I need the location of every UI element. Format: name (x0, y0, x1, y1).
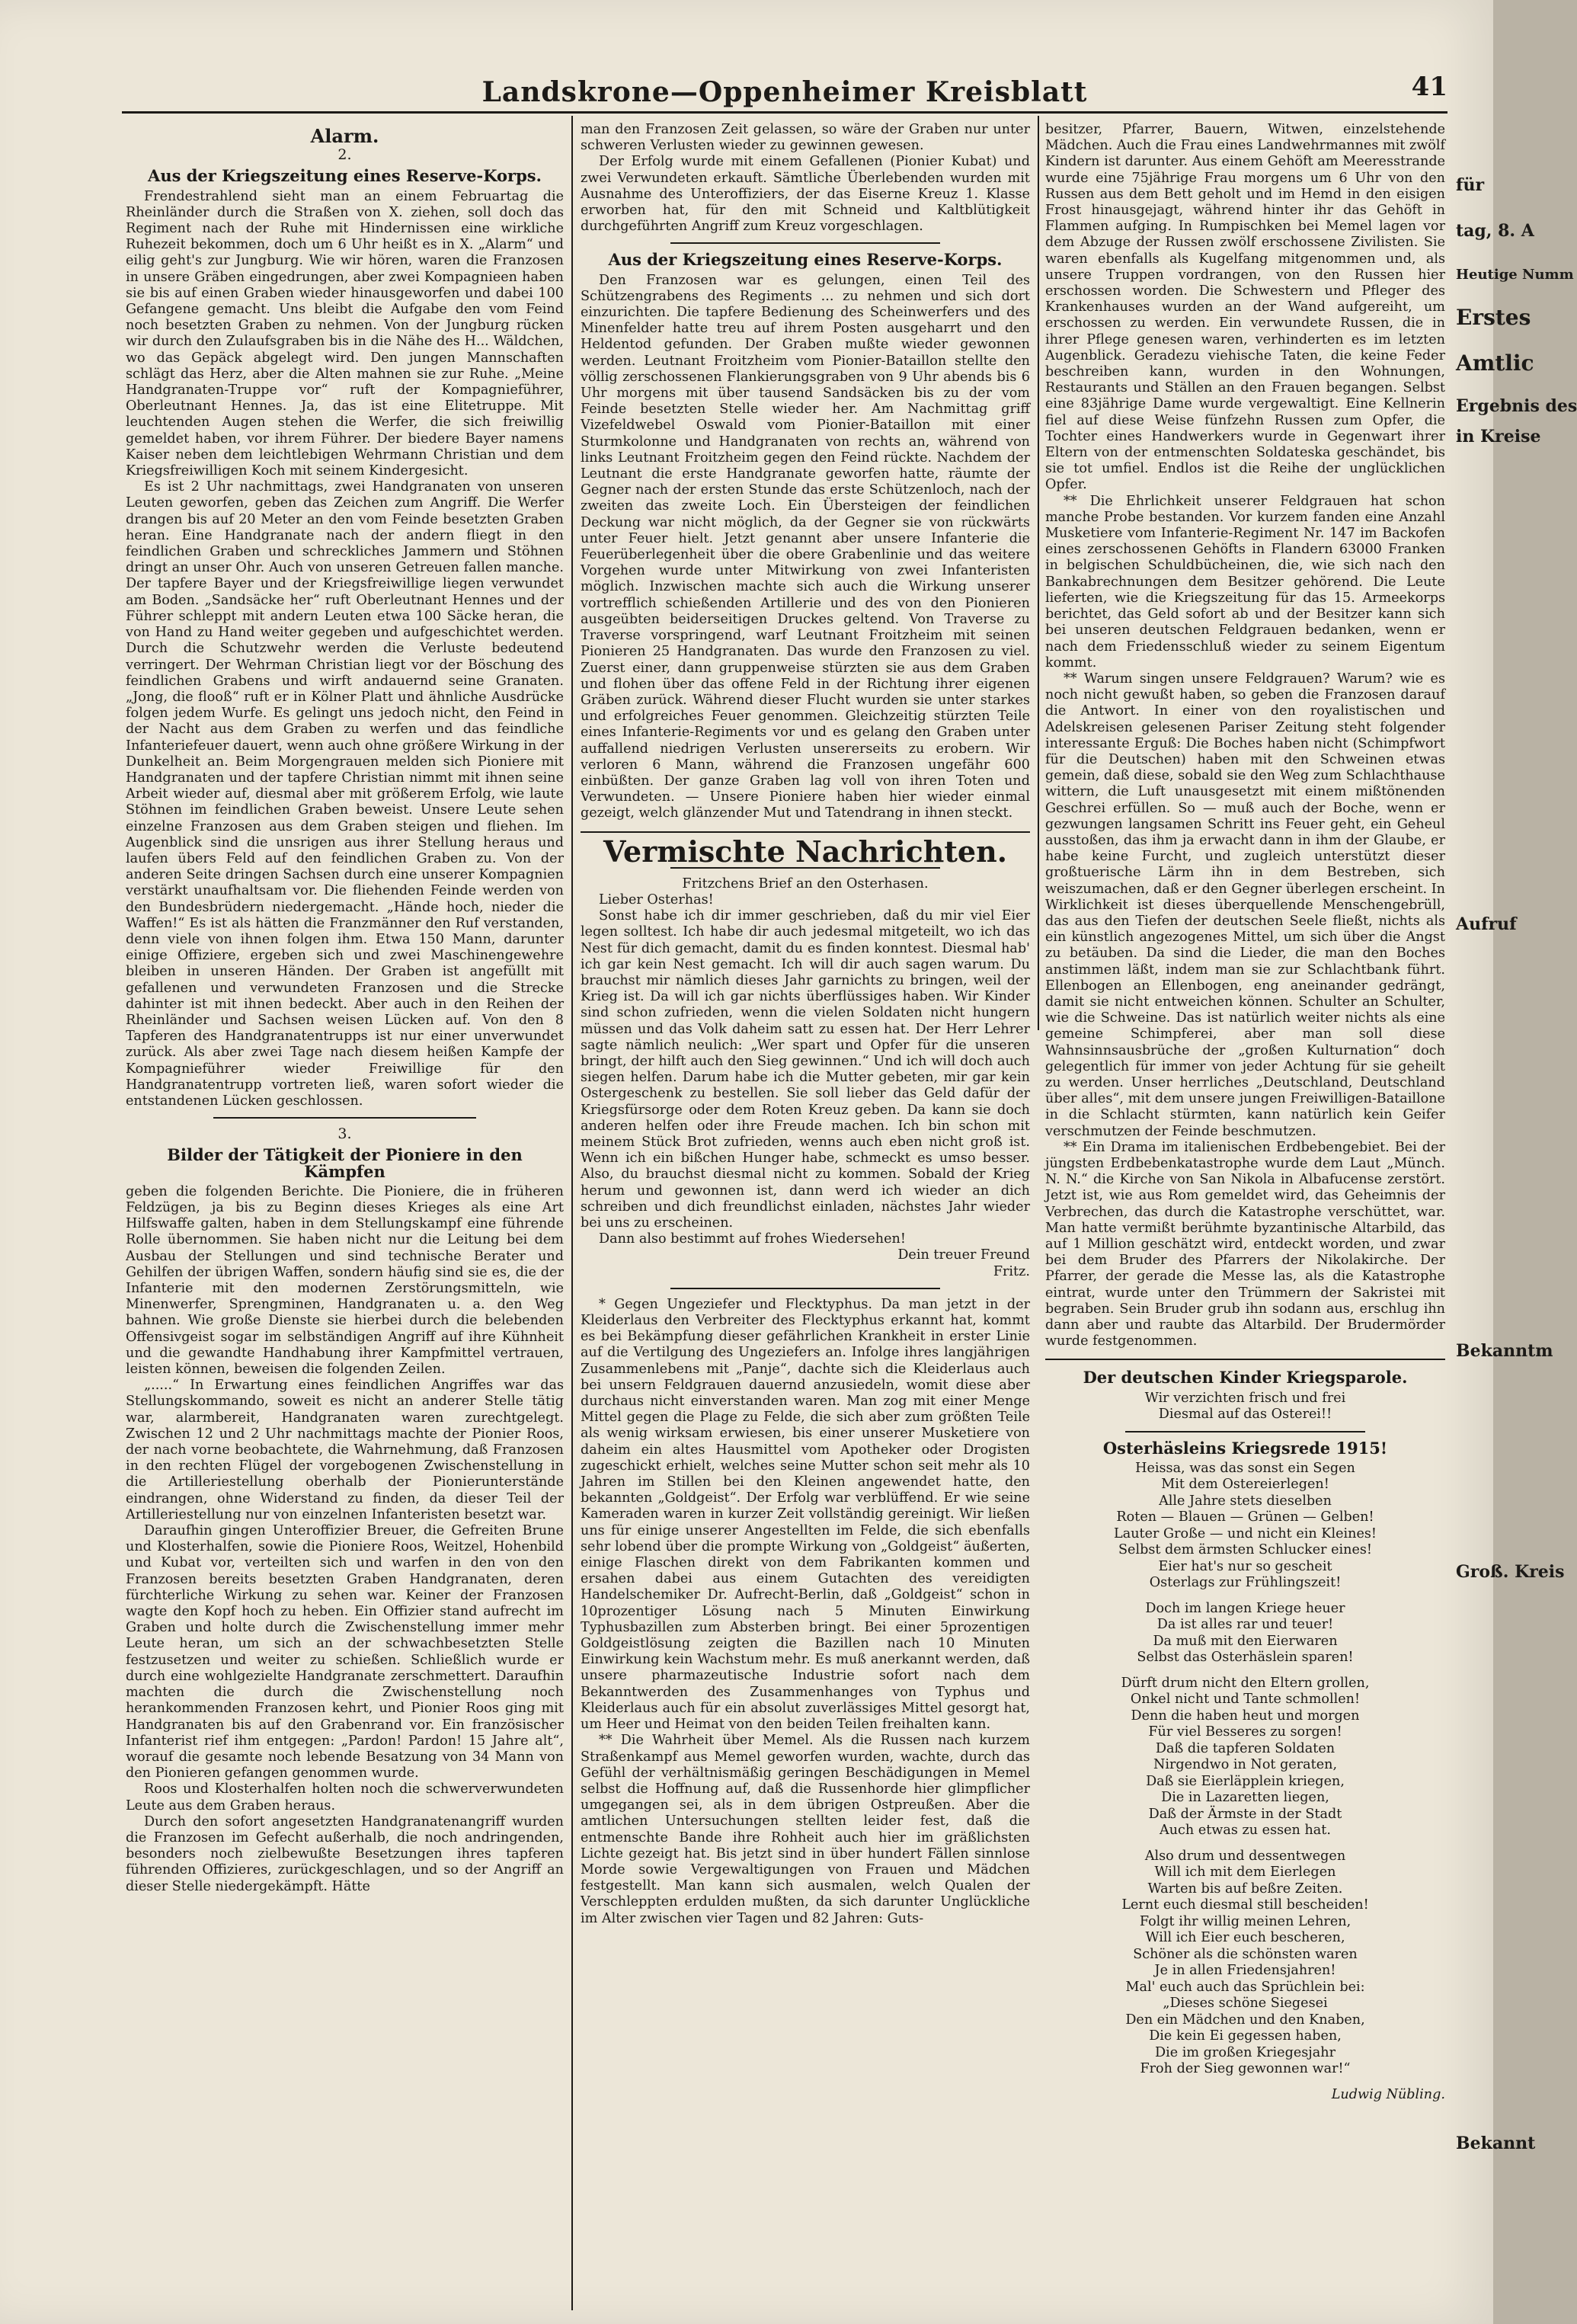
separator (670, 1288, 940, 1289)
poem-line: Daß der Ärmste in der Stadt (1148, 1806, 1342, 1822)
strip-text: Erstes (1456, 305, 1531, 330)
poem-line: Osterlags zur Frühlingszeit! (1149, 1575, 1342, 1591)
poem-stanza (1045, 1601, 1445, 1666)
slogan (1045, 1391, 1445, 1423)
poem-line: Will ich mit dem Eierlegen (1154, 1865, 1336, 1881)
poem-line: Alle Jahre stets dieselben (1159, 1493, 1332, 1509)
poem-line: Mal' euch auch das Sprüchlein bei: (1125, 1979, 1365, 1995)
poem (1045, 1461, 1445, 2104)
notice: ** Warum singen unsere Feldgrauen? Warum? wie es noch nicht gewußt haben, so geben die Franzosen darauf die Antwort. In einer von den royalistischen und Adelskreisen gelesenen Pariser Zeitung steht folgender interessante Erguß: Die Boches haben nicht (Schimpfwort für die Deutschen) haben mit den Schweinen etwas gemein, daß diese, sobald sie den Weg zum Schlachthause wittern, die Luft unausgesetzt mit einem mißtönenden Geschrei erfüllen. So — muß auch der Boche, wenn er gezwungen langsamen Schritt ins Feuer geht, ein Geheul ausstoßen, das ihm ja erwacht dann in ihm der Glaube, er habe keine Furcht, und zugleich unterstützt dieser großtuerische Lärm ihn in dem Bestreben, sich weiszumachen, daß er den Gegner überlegen erscheint. In Wirklichkeit ist dieses überquellende Menschengebrüll, das aus den Tiefen der deutschen Seele fließt, nichts als ein künstlich angezogenes Mittel, um sich über die Angst zu betäuben. Da sind die Lieder, die man den Boches anstimmen läßt, indem man sie zur Schlachtbank führt. Ellenbogen an Ellenbogen, eng aneinander gedrängt, damit sie nicht entweichen können. Schulter an Schulter, wie die Schweine. Das ist natürlich weiter nichts als eine gemeine Schimpferei, aber man soll diese Wahnsinnsausbrüche der „großen Kulturnation“ doch gelegentlich für immer von jeder Achtung für sie geheilt zu werden. Unser herrliches „Deutschland, Deutschland über alles“, mit dem unsere jungen Freiwilligen-Bataillone in die Schlacht stürmten, kann natürlich kein Geifer verschmutzen der Feinde beschmutzen. (1045, 671, 1445, 1139)
article-subheading: Der deutschen Kinder Kriegsparole. (1083, 1368, 1408, 1388)
poem-line: Da ist alles rar und teuer! (1156, 1617, 1334, 1633)
paragraph: Den Franzosen war es gelungen, einen Teil des Schützengrabens des Regiments ... zu nehmen und sich dort einzurichten. Die tapfere Bedienung des Scheinwerfers und des Minenfelder hatte treu auf ihrem Posten ausgeharrt und den Heldentod gefunden. Der Graben mußte wieder gewonnen werden. Leutnant Froitzheim vom Pionier-Bataillon stellte den völlig zerschossenen Flankierungsgraben von 9 Uhr abends bis 6 Uhr morgens mit über tausend Sandsäcken bis zu der vom Feinde besetzten Stelle wieder her. Am Nachmittag griff Vizefeldwebel Oswald vom Pionier-Bataillon mit einer Sturmkolonne und Handgranaten von rechts an, während von links Leutnant Froitzheim gegen den Feind rückte. Nachdem der Leutnant die erste Handgranate geworfen hatte, räumte der Gegner nach der ersten Stunde das erste Schützenloch, nach der zweiten das zweite Loch. Ein Übersteigen der feindlichen Deckung war nicht möglich, da der Gegner sie von rückwärts unter Feuer hielt. Jetzt genannt aber unsere Infanterie die Feuerüberlegenheit über die obere Grabenlinie und das weitere Vorgehen wurde unter Mitwirkung von zwei Infanteristen möglich. Inzwischen machte sich auch die Wirkung unserer vortrefflich schießenden Artillerie und des von den Pionieren ausgeübten beiderseitigen Druckes geltend. Von Traverse zu Traverse vorspringend, warf Leutnant Froitzheim mit seinen Pionieren 25 Handgranaten. Das wurde den Franzosen zu viel. Zuerst einer, dann gruppenweise stürzten sie aus dem Graben und flohen über das offene Feld in der Richtung ihrer eigenen Gräben zurück. Während dieser Flucht wurden sie unter starkes und erfolgreiches Feuer genommen. Gleichzeitig stürzten Teile eines Infanterie-Regiments vor und es gelang den Graben unter auffallend niedrigen Verlusten unsererseits zu erobern. Wir verloren 6 Mann, während die Franzosen ungefähr 600 einbüßten. Der ganze Graben lag voll von ihren Toten und Verwundeten. — Unsere Pioniere haben hier wieder einmal gezeigt, welch glänzender Mut und Tatendrang in ihnen steckt. (581, 272, 1030, 821)
strip-text: in Kreise (1456, 427, 1541, 447)
poem-line: Je in allen Friedensjahren! (1154, 1963, 1336, 1979)
separator (670, 242, 940, 244)
poem-line: Heissa, was das sonst ein Segen (1135, 1460, 1355, 1476)
paragraph: Durch den sofort angesetzten Handgranatenangriff wurden die Franzosen im Gefecht außerhalb, die noch andringenden, besonders noch zielbewußte Besetzungen ihres tapferen führenden Offizieres, zurückgeschlagen, und so der Angriff an dieser Stelle niedergekämpft. Hätte (126, 1813, 564, 1894)
column-3 (1045, 122, 1445, 2103)
letter-closing: Dann also bestimmt auf frohes Wiedersehen! (599, 1231, 906, 1247)
poem-line: Die kein Ei gegessen haben, (1149, 2028, 1342, 2044)
poem-line: Roten — Blauen — Grünen — Gelben! (1116, 1509, 1374, 1525)
strip-text: Heutige Numm (1456, 267, 1574, 283)
letter-title: Fritzchens Brief an den Osterhasen. (682, 876, 929, 892)
poem-stanza (1045, 1676, 1445, 1839)
paragraph: Daraufhin gingen Unteroffizier Breuer, die Gefreiten Brune und Klosterhalfen, sowie die Pioniere Roos, Weitzel, Hohenbild und Kubat vor, verteilten sich und warfen in den von den Franzosen bereits besetzten Graben Handgranaten, deren fürchterliche Wirkung zu sehen war. Keiner der Franzosen wagte den Kopf hoch zu heben. Ein Offizier stand aufrecht im Graben und holte durch die Zwischenstellung immer mehr Leute heran, um sich an der schwachbesetzten Stelle festzusetzen und weiter zu schießen. Schließlich wurde er durch eine wohlgezielte Handgranate zerschmettert. Daraufhin machten die durch die Zwischenstellung noch herankommenden Franzosen kehrt, und Pionier Roos ging mit Handgranaten bis auf den Grabenrand vor. Ein französischer Infanterist rief ihm entgegen: „Pardon! Pardon! 15 Jahre alt“, worauf die gesamte noch lebende Besatzung von 34 Mann von den Pionieren gefangen genommen wurde. (126, 1523, 564, 1781)
paragraph: Roos und Klosterhalfen holten noch die schwerverwundeten Leute aus dem Graben heraus. (126, 1781, 564, 1813)
strip-text: Bekannt (1456, 2134, 1536, 2153)
separator (1125, 1431, 1365, 1432)
section-number: 2. (337, 146, 352, 164)
poem-line: Eier hat's nur so gescheit (1158, 1558, 1332, 1574)
column-divider (571, 116, 573, 2310)
poem-author: Ludwig Nübling. (1331, 2086, 1445, 2102)
separator (213, 1117, 476, 1119)
letter-signature: Dein treuer Freund (897, 1247, 1030, 1263)
article-heading: Alarm. (310, 125, 379, 147)
notice: * Gegen Ungeziefer und Flecktyphus. Da man jetzt in der Kleiderlaus den Verbreiter des Flecktyphus erkannt hat, kommt es bei Bekämpfung dieser gefährlichen Krankheit in erster Linie auf die Vertilgung des Ungeziefers an. Infolge ihres langjährigen Zusammenlebens mit „Panje“, dachte sich die Kleiderlaus auch bei unsern Feldgrauen dauernd anzusiedeln, womit diese aber durchaus nicht einverstanden waren. Man zog mit einer Menge Mittel gegen die Plage zu Felde, die sich aber zum größten Teile als wenig wirksam erwiesen, bis einer unserer Musketiere von daheim ein altes Hausmittel vom Apotheker oder Drogisten zugeschickt erhielt, welches seine Mutter schon seit mehr als 10 Jahren im Stillen bei den Kleinen angewendet hatte, den bekannten „Goldgeist“. Der Erfolg war verblüffend. Er wie seine Kameraden waren in kurzer Zeit vollständig gereinigt. Wir ließen uns für einige unserer Angestellten im Felde, die sich ebenfalls sehr lobend über die prompte Wirkung von „Goldgeist“ äußerten, einige Flaschen direkt von dem Fabrikanten kommen und ersahen dabei aus einem Gutachten des vereidigten Handelschemiker Dr. Aufrecht-Berlin, daß „Goldgeist“ schon in 10prozentiger Lösung nach 5 Minuten Einwirkung Typhusbazillen zum Absterben bringt. Bei einer 5prozentigen Goldgeistlösung zeigten die Bazillen nach 10 Minuten Einwirkung kein Wachstum mehr. Es muß anerkannt werden, daß unsere pharmazeutische Industrie sofort nach dem Bekanntwerden des Zusammenhanges von Typhus und Kleiderlaus auch für ein absolut zuverlässiges Mittel gesorgt hat, um Heer und Heimat von den beiden Teilen freihalten kann. (581, 1296, 1030, 1733)
section-heading: Vermischte Nachrichten. (603, 834, 1007, 869)
paragraph: „.....“ In Erwartung eines feindlichen Angriffes war das Stellungskommando, soweit es nicht an anderer Stelle tätig war, alarmbereit, Handgranaten waren zurechtgelegt. Zwischen 12 und 2 Uhr nachmittags machte der Pionier Roos, der nach vorne beobachtete, die Wahrnehmung, daß Franzosen in den rechten Flügel der vorgebogenen Zwischenstellung in die Artilleriestellung oberhalb der Pionierunterstände eindrangen, ohne Widerstand zu finden, da dieser Teil der Artilleriestellung nur von einzelnen Infanteristen besetzt war. (126, 1378, 564, 1522)
paragraph: man den Franzosen Zeit gelassen, so wäre der Graben nur unter schweren Verlusten wieder zu gewinnen gewesen. (581, 122, 1030, 154)
poem-stanza (1045, 1461, 1445, 1592)
poem-line: Auch etwas zu essen hat. (1160, 1823, 1331, 1839)
paragraph: besitzer, Pfarrer, Bauern, Witwen, einzelstehende Mädchen. Auch die Frau eines Landwehrmannes mit zwölf Kindern ist darunter. Aus einem Gehöft am Meeresstrande wurde eine 75jährige Frau morgens um 6 Uhr von den Russen aus dem Bett geholt und im Hemd in den eisigen Frost hinausgejagt, während hinter ihr das Gehöft in Flammen aufging. In Rumpischken bei Memel lagen vor dem Abzuge der Russen zwölf erschossene Zivilisten. Sie waren ebenfalls als Kugelfang mitgenommen und, als unsere Truppen vordrangen, von den Russen hier erschossen worden. Die Schwestern und Pfleger des Krankenhauses wurden an der Wand aufgereiht, um erschossen zu werden. Ein verwundete Russen, die in ihrer Pflege genesen waren, verhinderten es im letzten Augenblick. Geradezu viehische Taten, die keine Feder beschreiben kann, wurden in den Wohnungen, Restaurants und Ställen an den Frauen begangen. Selbst eine 83jährige Dame wurde vergewaltigt. Eine Kellnerin fiel auf diese Weise fünfzehn Russen zum Opfer, die Tochter eines Handwerkers wurde in Gegenwart ihrer Eltern von der entmenschten Soldateska geschändet, bis sie tot umfiel. Endlos ist die Reihe der unglücklichen Opfer. (1045, 122, 1445, 493)
poem-line: Selbst das Osterhäslein sparen! (1137, 1650, 1354, 1666)
letter-salutation: Lieber Osterhas! (599, 892, 714, 908)
poem-line: Selbst dem ärmsten Schlucker eines! (1118, 1542, 1373, 1558)
column-2 (581, 122, 1030, 1927)
poem-line: Da muß mit den Eierwaren (1153, 1633, 1338, 1649)
poem-line: Nirgendwo in Not geraten, (1153, 1757, 1338, 1773)
poem-line: Daß die tapferen Soldaten (1155, 1740, 1335, 1756)
poem-line: Daß sie Eierläpplein kriegen, (1146, 1773, 1345, 1789)
poem-line: Lernt euch diesmal still bescheiden! (1121, 1897, 1369, 1913)
strip-text: Amtlic (1456, 351, 1534, 376)
poem-line: Froh der Sieg gewonnen war!“ (1140, 2061, 1351, 2077)
poem-title: Osterhäsleins Kriegsrede 1915! (1102, 1438, 1388, 1458)
poem-line: Warten bis auf beßre Zeiten. (1147, 1881, 1343, 1897)
paragraph: Es ist 2 Uhr nachmittags, zwei Handgranaten von unseren Leuten geworfen, geben das Zeichen zum Angriff. Die Werfer drangen bis auf 20 Meter an den vom Feinde besetzten Graben heran. Eine Handgranate nach der andern fliegt in den feindlichen Graben und schreckliches Jammern und Stöhnen dringt an unser Ohr. Auch von unseren Getreuen fallen manche. Der tapfere Bayer und der Kriegsfreiwillige liegen verwundet am Boden. „Sandsäcke her“ ruft Oberleutnant Hennes und der Führer schleppt mit andern Leuten etwa 100 Säcke heran, die von Hand zu Hand weiter gegeben und aufgeschichtet werden. Durch die Schutzwehr werden die Verluste bedeutend verringert. Der Wehrman Christian liegt vor der Böschung des feindlichen Grabens und wirft andauernd seine Granaten. „Jong, die flooß“ ruft er in Kölner Platt und ähnliche Ausdrücke folgen jedem Wurfe. Es gelingt uns jedoch nicht, den Feind in der Nacht aus dem Graben zu werfen und das feindliche Infanteriefeuer dauert, wenn auch ohne größere Wirkung in der Dunkelheit an. Beim Morgengrauen melden sich Pioniere mit Handgranaten und der tapfere Christian nimmt mit ihnen seine Arbeit wieder auf, diesmal aber mit größerem Erfolg, wie laute Stöhnen im feindlichen Graben beweist. Unsere Leute sehen einzelne Franzosen aus dem Graben steigen und fliehen. Im Augenblick sind die unsrigen aus ihrer Stellung heraus und laufen übers Feld auf den feindlichen Graben zu. Von der anderen Seite dringen Sachsen durch eine unserer Kompagnien verstärkt unaufhaltsam vor. Die fliehenden Feinde werden von den Bundesbrüdern niedergemacht. „Hände hoch, nieder die Waffen!“ Es ist als hätten die Franzmänner den Ruf verstanden, denn viele von ihnen folgen ihm. Etwa 150 Mann, darunter einige Offiziere, ergeben sich und zwei Maschinengewehre bleiben in unseren Händen. Der Graben ist angefüllt mit gefallenen und verwundeten Franzosen und die Strecke dahinter ist mit ihnen bedeckt. Aber auch in den Reihen der Rheinländer und Sachsen weisen Lücken auf. Von den 8 Tapferen des Handgranatentrupps ist nur einer unverwundet zurück. Als aber zwei Tage nach diesem heißen Kampfe der Kompagnieführer wieder Freiwillige für den Handgranatentrupp vortreten ließ, waren sofort wieder die entstandenen Lücken geschlossen. (126, 479, 564, 1109)
article-subheading: Aus der Kriegszeitung eines Reserve-Korps. (148, 166, 542, 186)
poem-line: Dürft drum nicht den Eltern grollen, (1121, 1675, 1370, 1691)
poem-stanza (1045, 1849, 1445, 2078)
newspaper-title: Landskrone—Oppenheimer Kreisblatt (481, 76, 1088, 108)
section-number: 3. (337, 1125, 352, 1143)
strip-text: tag, 8. A (1456, 221, 1534, 241)
paragraph: Der Erfolg wurde mit einem Gefallenen (Pionier Kubat) und zwei Verwundeten erkauft. Sämtliche Überlebenden wurden mit Ausnahme des Unteroffiziers, der das Eiserne Kreuz 1. Klasse erworben hat, für den mit Schneid und Kaltblütigkeit durchgeführten Angriff zum Kreuz vorgeschlagen. (581, 154, 1030, 235)
slogan-line: Wir verzichten frisch und frei (1144, 1390, 1346, 1406)
letter-signature-name: Fritz. (993, 1263, 1030, 1279)
poem-line: Schöner als die schönsten waren (1133, 1946, 1358, 1962)
column-1 (126, 122, 564, 1895)
poem-line: Denn die haben heut und morgen (1131, 1708, 1360, 1724)
notice: ** Ein Drama im italienischen Erdbebengebiet. Bei der jüngsten Erdbebenkatastrophe wurde dem Laut „Münch. N. N.“ die Kirche von San Nikola in Albafucense zerstört. Jetzt ist, wie aus Rom gemeldet wird, das Geheimnis der Verbrechen, das durch die Katastrophe verschüttet, war. Man hatte vermißt berühmte byzantinische Altarbild, das auf 1 Million geschätzt wird, entdeckt worden, und zwar bei dem Bruder des Pfarrers der Nikolakirche. Der Pfarrer, der gerade die Messe las, als die Katastrophe eintrat, wurde unter den Trümmern der Sakristei mit begraben. Sein Bruder grub ihn sodann aus, erschlug ihn dann aber und raubte das Altarbild. Der Brudermörder wurde festgenommen. (1045, 1139, 1445, 1349)
strip-text: für (1456, 175, 1485, 195)
poem-line: „Dieses schöne Siegesei (1163, 1996, 1328, 2012)
separator (1045, 1359, 1445, 1360)
slogan-line: Diesmal auf das Osterei!! (1158, 1407, 1332, 1423)
paragraph: Frendestrahlend sieht man an einem Februartag die Rheinländer durch die Straßen von X. ziehen, soll doch das Regiment nach der Ruhe mit Hindernissen eine wirkliche Ruhezeit bekommen, doch um 6 Uhr heißt es in X. „Alarm“ und eilig geht's zur Jungburg. Wie wir hören, waren die Franzosen in unsere Gräben eingedrungen, aber zwei Kompagnieen haben sie bis auf einen Graben wieder hinausgeworfen und dabei 100 Gefangene gemacht. Uns bleibt die Aufgabe den vom Feind noch besetzten Graben zu nehmen. Von der Jungburg rücken wir durch den Zulaufsgraben bis in die Nähe des H... Wäldchen, wo das Gepäck abgelegt wird. Den jungen Mannschaften schlägt das Herz, aber die Alten mahnen sie zur Ruhe. „Meine Handgranaten-Truppe vor“ ruft der Kompagnieführer, Oberleutnant Hennes. Ja, das ist eine Elitetruppe. Mit leuchtenden Augen stehen die Werfer, die sich freiwillig gemeldet haben, vor ihrem Führer. Der biedere Bayer namens Kaiser neben dem leichtlebigen Wehrmann Christian und dem Kriegsfreiwilligen Koch mit seinem Kindergesicht. (126, 188, 564, 479)
poem-line: Onkel nicht und Tante schmollen! (1130, 1692, 1361, 1708)
masthead (122, 70, 1447, 108)
poem-line: Folgt ihr willig meinen Lehren, (1139, 1913, 1351, 1929)
notice: ** Die Wahrheit über Memel. Als die Russen nach kurzem Straßenkampf aus Memel geworfen wurden, wachte, durch das Gefühl der verhältnismäßig geringen Beschädigungen in Memel selbst die Hoffnung auf, daß die Russenhorde hier glimpflicher umgegangen sei, als in dem übrigen Ostpreußen. Aber die amtlichen Untersuchungen stellten leider fest, daß die entmenschte Bande ihre Rohheit auch hier im gräßlichsten Lichte gezeigt hat. Bis jetzt sind in über hundert Fällen sinnlose Morde sowie Vergewaltigungen von Frauen und Mädchen festgestellt. Man kann sich ausmalen, welch Qualen der Verschleppten erdulden mußten, da sich darunter Unglückliche im Alter zwischen vier Tagen und 82 Jahren: Guts- (581, 1733, 1030, 1926)
strip-text: Ergebnis des (1456, 396, 1577, 416)
poem-line: Für viel Besseres zu sorgen! (1148, 1724, 1342, 1740)
article-subheading: Aus der Kriegszeitung eines Reserve-Korps. (608, 250, 1003, 270)
article-subheading: Bilder der Tätigkeit der Pioniere in den Kämpfen (167, 1145, 523, 1181)
separator (581, 831, 1030, 833)
poem-line: Mit dem Ostereierlegen! (1161, 1477, 1329, 1493)
poem-line: Den ein Mädchen und den Knaben, (1125, 2012, 1365, 2028)
poem-line: Will ich Eier euch bescheren, (1145, 1930, 1345, 1946)
poem-line: Also drum und dessentwegen (1144, 1848, 1346, 1864)
letter-body: Sonst habe ich dir immer geschrieben, daß du mir viel Eier legen solltest. Ich habe dir auch jedesmal mitgeteilt, wo ich das Nest für dich gemacht, damit du es finden konntest. Diesmal hab' ich gar kein Nest gemacht. Ich will dir auch sagen warum. Du brauchst mir nämlich dieses Jahr garnichts zu bringen, weil der Krieg ist. Da will ich gar nichts überflüssiges haben. Wir Kinder sind schon zufrieden, wenn die vielen Soldaten nicht hungern müssen und das Volk daheim satt zu essen hat. Der Herr Lehrer sagte nämlich neulich: „Wer spart und Opfer für die unseren bringt, der hilft auch den Sieg gewinnen.“ Und ich will doch auch siegen helfen. Darum habe ich die Mutter gebeten, mir gar kein Ostergeschenk zu bestellen. Sie soll lieber das Geld dafür der Kriegsfürsorge oder dem Roten Kreuz geben. Da kann sie doch anderen helfen oder ihre Freude machen. Ich bin schon mit meinem Stück Brot zufrieden, wenns auch eben nicht groß ist. Wenn ich ein bißchen Hunger habe, schmeckt es umso besser. Also, du brauchst diesmal nicht zu kommen. Sobald der Krieg herum und gewonnen ist, dann werd ich wieder an dich schreiben und dich freundlichst einladen, nächstes Jahr wieder bei uns zu erscheinen. (581, 908, 1030, 1231)
header-rule (122, 111, 1447, 114)
poem-line: Doch im langen Kriege heuer (1145, 1600, 1345, 1616)
poem-line: Die im großen Kriegesjahr (1155, 2044, 1335, 2060)
adjacent-page-strip (1451, 76, 1577, 2324)
strip-text: Bekanntm (1456, 1341, 1553, 1361)
paragraph: geben die folgenden Berichte. Die Pioniere, die in früheren Feldzügen, ja bis zu Beginn dieses Krieges als eine Art Hilfswaffe galten, haben in dem Stellungskampf eine führende Rolle übernommen. Sie haben nicht nur die Leitung bei dem Ausbau der Stellungen und sind technische Berater und Gehilfen der übrigen Waffen, sondern häufig sind sie es, die der Infanterie mit den modernen Zerstörungsmitteln, wie Minenwerfer, Sprengminen, Handgranaten u. a. den Weg bahnen. Wie große Dienste sie hierbei durch die belebenden Offensivgeist sogar im selbständigen Angriff auf ihre Kühnheit und die gewandte Handhabung ihrer Kampfmittel vertrauen, leisten können, beweisen die folgenden Zeilen. (126, 1183, 564, 1378)
poem-line: Die in Lazaretten liegen, (1161, 1790, 1329, 1806)
notice: ** Die Ehrlichkeit unserer Feldgrauen hat schon manche Probe bestanden. Vor kurzem fanden eine Anzahl Musketiere vom Infanterie-Regiment Nr. 147 im Backofen eines zerschossenen Gehöfts in Flandern 63000 Franken in belgischen Schuldbücheinen, die, wie sich nach den Bankabrechnungen dem Besitzer gehörend. Die Leute lieferten, wie die Kriegszeitung für das 15. Armeekorps berichtet, das Geld sofort ab und der Besitzer kann sich bei unseren deutschen Feldgrauen bedanken, wenn er nach dem Friedensschluß wieder zu seinem Eigentum kommt. (1045, 493, 1445, 671)
poem-line: Lauter Große — und nicht ein Kleines! (1114, 1525, 1377, 1541)
strip-text: Groß. Kreis (1456, 1562, 1565, 1582)
strip-text: Aufruf (1456, 914, 1517, 934)
column-divider (1038, 116, 1039, 1030)
page-number: 41 (1411, 72, 1447, 102)
